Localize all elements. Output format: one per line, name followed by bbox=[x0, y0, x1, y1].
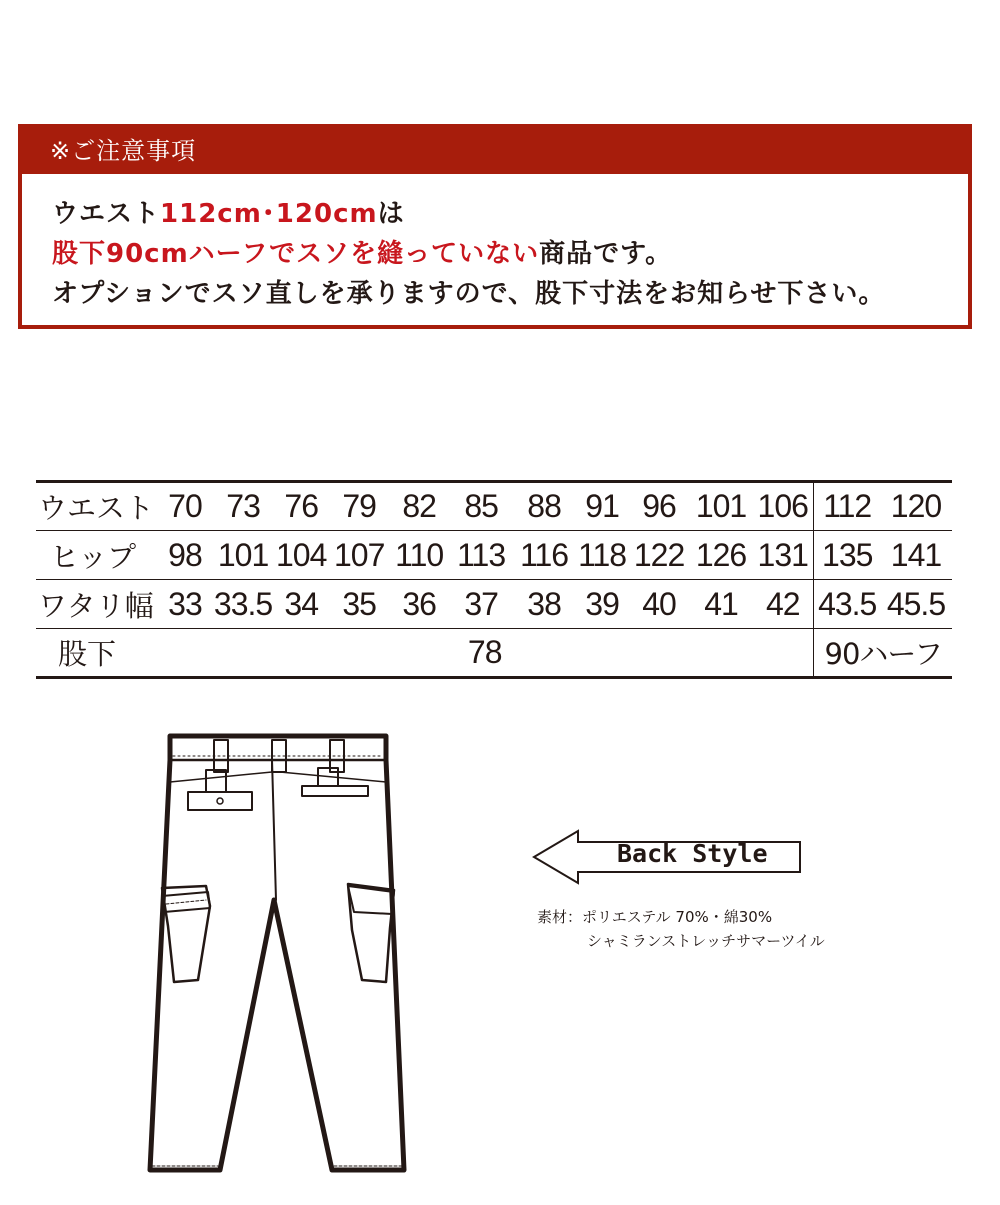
size-cell: 131 bbox=[752, 531, 814, 580]
notice-body bbox=[22, 174, 968, 314]
size-cell: 37 bbox=[450, 580, 512, 629]
notice-header: ※ご注意事項 bbox=[22, 128, 968, 174]
inseam-extra: 90ハーフ bbox=[814, 629, 952, 678]
size-row-label: 股下 bbox=[36, 629, 156, 678]
size-cell: 113 bbox=[450, 531, 512, 580]
size-cell: 101 bbox=[695, 488, 747, 524]
size-row-label: ヒップ bbox=[36, 531, 156, 580]
size-row-label: ウエスト bbox=[38, 491, 155, 525]
size-cell-extra: 43.5 bbox=[814, 580, 880, 629]
size-row-hip bbox=[36, 531, 952, 580]
notice-line-1 bbox=[52, 194, 968, 234]
size-cell-extra: 135 bbox=[814, 531, 880, 580]
size-table bbox=[36, 480, 952, 679]
size-cell: 98 bbox=[156, 531, 214, 580]
material-line-2: シャミランストレッチサマーツイル bbox=[587, 932, 825, 950]
size-cell-extra: 112 bbox=[814, 482, 880, 531]
cargo-pocket-right bbox=[348, 884, 394, 982]
size-cell: 73 bbox=[226, 488, 260, 524]
size-cell: 79 bbox=[342, 488, 376, 524]
size-cell: 35 bbox=[330, 580, 388, 629]
back-pocket-flap-left bbox=[188, 792, 252, 810]
size-cell: 33.5 bbox=[214, 580, 272, 629]
center-seam bbox=[272, 760, 276, 900]
size-cell: 116 bbox=[512, 531, 576, 580]
size-row-waist bbox=[36, 482, 952, 531]
size-cell: 82 bbox=[402, 488, 436, 524]
size-cell: 122 bbox=[628, 531, 690, 580]
pants-back-drawing bbox=[140, 730, 420, 1180]
size-cell: 76 bbox=[284, 488, 318, 524]
size-cell: 70 bbox=[168, 488, 202, 524]
notice-line-1-pre: ウエスト bbox=[52, 199, 161, 229]
size-cell: 96 bbox=[642, 488, 676, 524]
size-cell: 107 bbox=[330, 531, 388, 580]
back-pocket-tab-left bbox=[206, 770, 226, 792]
cargo-flap-right bbox=[348, 886, 394, 914]
material-line-1: 素材：ポリエステル 70%・綿30% bbox=[537, 908, 773, 926]
notice-line-1-red: 112cm･120cm bbox=[160, 199, 378, 229]
back-pocket-button bbox=[217, 798, 223, 804]
back-pocket-flap-right bbox=[302, 786, 368, 796]
material-info bbox=[537, 905, 825, 953]
size-cell: 33 bbox=[156, 580, 214, 629]
size-row-thigh bbox=[36, 580, 952, 629]
notice-line-2 bbox=[52, 234, 968, 274]
size-cell: 88 bbox=[527, 488, 561, 524]
notice-line-2-post: 商品です。 bbox=[539, 239, 673, 269]
size-cell-extra: 141 bbox=[880, 531, 952, 580]
size-cell: 104 bbox=[272, 531, 330, 580]
notice-line-3: オプションでスソ直しを承りますので、股下寸法をお知らせ下さい。 bbox=[52, 279, 886, 309]
size-cell: 91 bbox=[585, 488, 619, 524]
yoke-seam bbox=[170, 772, 386, 782]
notice-line-1-post: は bbox=[377, 199, 405, 229]
belt-loop bbox=[214, 740, 228, 772]
size-cell: 110 bbox=[388, 531, 450, 580]
size-cell: 34 bbox=[272, 580, 330, 629]
size-table-body bbox=[36, 482, 952, 678]
size-cell: 126 bbox=[690, 531, 752, 580]
size-row-label: ワタリ幅 bbox=[36, 580, 156, 629]
size-cell: 36 bbox=[388, 580, 450, 629]
notice-line-2-red: 股下90cmハーフでスソを縫っていない bbox=[52, 239, 540, 269]
size-cell: 118 bbox=[576, 531, 628, 580]
size-cell: 39 bbox=[576, 580, 628, 629]
notice-box bbox=[18, 124, 972, 329]
size-cell-extra: 120 bbox=[890, 488, 942, 524]
size-cell: 106 bbox=[757, 488, 808, 524]
size-cell: 38 bbox=[512, 580, 576, 629]
back-style-label: Back Style bbox=[617, 839, 768, 868]
size-row-inseam bbox=[36, 629, 952, 678]
size-cell: 41 bbox=[690, 580, 752, 629]
size-cell: 85 bbox=[464, 488, 498, 524]
size-cell: 42 bbox=[752, 580, 814, 629]
size-cell: 40 bbox=[628, 580, 690, 629]
size-cell: 101 bbox=[214, 531, 272, 580]
size-cell-extra: 45.5 bbox=[880, 580, 952, 629]
inseam-value: 78 bbox=[156, 629, 814, 678]
